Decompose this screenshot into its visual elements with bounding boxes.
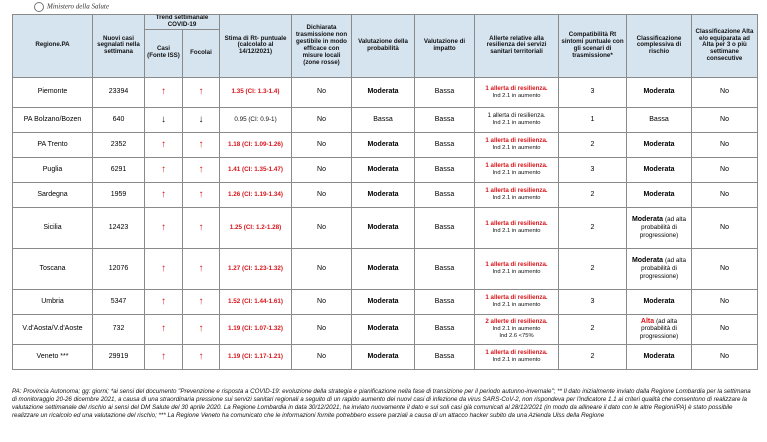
cell-high3: No [692, 314, 758, 344]
cell-alerts [475, 289, 559, 314]
cell-trend-outbreaks [183, 157, 220, 182]
classification-note: (ad alta probabilità di progressione) [639, 317, 679, 341]
cell-impact: Bassa [415, 289, 475, 314]
alert-detail: Ind 2.1 in aumento [492, 170, 541, 177]
cell-impact: Bassa [415, 314, 475, 344]
cell-trend-outbreaks [183, 289, 220, 314]
cell-new-cases: 2352 [93, 132, 145, 157]
col-new-cases: Nuovi casi segnalati nella settimana [93, 15, 145, 78]
probability-value: Bassa [373, 115, 393, 123]
footnote: PA: Provincia Autonoma; gg: giorni; *ai sensi del documento "Prevenzione e risposta a COVID-19: evoluzione della strategia e pianificazione nella fase di transizione per il periodo autunno-invernale"; ** Il dato inizialmente inviato dalla Regione Lombardia per la settimana di monitoraggio 20-26 dicembre 2021, a causa di una straordinaria pressione sui servizi sanitari regionali a seguito di un rapido aumento dei nuovi casi di infezione da virus SARS-CoV-2, non rispondeva per l'indicatore 1.1 ai criteri qualità che consentono di realizzare la valutazione settimanale del rischio ai sensi del DM Salute del 30 aprile 2020. La Regione Lombardia in data 30/12/2021, ha inviato nuovamente il dato e sui soli casi già comunicati al 28/12/2021 (in modo da allineare il dato con le altre Regioni/PA) è stato possibile realizzare un ricalcolo ed una valutazione del rischio; *** La Regione Veneto ha comunicato che le informazioni fornite potrebbero essere parziali a causa di un attacco hacker subito da una Azienda Ulss della Regione [12, 388, 751, 420]
table-row [13, 107, 758, 132]
cell-new-cases: 640 [93, 107, 145, 132]
alert-count: 2 allerte di resilienza. [485, 318, 548, 326]
cell-trend-cases [145, 107, 183, 132]
cell-impact: Bassa [415, 77, 475, 107]
col-classification: Classificazione complessiva di rischio [627, 15, 692, 78]
cell-classification [627, 344, 692, 369]
cell-region: PA Trento [13, 132, 93, 157]
arrow-up-icon: ↑ [161, 323, 166, 335]
probability-value: Moderata [367, 223, 399, 231]
probability-value: Moderata [367, 165, 399, 173]
cell-rt [220, 314, 292, 344]
rt-value: 1.19 (CI: 1.07-1.32) [228, 325, 283, 333]
cell-high3: No [692, 107, 758, 132]
rt-value: 1.41 (CI: 1.35-1.47) [228, 165, 283, 173]
classification-value: Moderata [643, 190, 675, 198]
alert-count: 1 allerta di resilienza. [485, 294, 548, 302]
arrow-up-icon: ↑ [198, 163, 204, 175]
cell-trend-cases [145, 77, 183, 107]
cell-region: Sardegna [13, 182, 93, 207]
cell-rt [220, 132, 292, 157]
cell-trend-outbreaks [183, 77, 220, 107]
alert-count: 1 allerta di resilienza. [485, 220, 548, 228]
cell-high3: No [692, 157, 758, 182]
table-row [13, 344, 758, 369]
arrow-up-icon: ↑ [161, 86, 166, 98]
cell-alerts [475, 182, 559, 207]
table-row [13, 157, 758, 182]
col-impact: Valutazione di impatto [415, 15, 475, 78]
cell-compat: 2 [559, 248, 627, 289]
alert-detail: Ind 2.1 in aumento [492, 302, 541, 309]
cell-compat: 2 [559, 132, 627, 157]
arrow-up-icon: ↑ [161, 221, 166, 233]
cell-declared: No [292, 248, 352, 289]
rt-value: 1.19 (CI: 1.17-1.21) [228, 352, 283, 360]
arrow-up-icon: ↑ [198, 262, 204, 274]
cell-trend-cases [145, 157, 183, 182]
classification-value: Moderata [631, 216, 664, 224]
col-trend-outbreaks: Focolai [183, 29, 220, 77]
cell-compat: 3 [559, 77, 627, 107]
cell-region: Toscana [13, 248, 93, 289]
cell-alerts [475, 344, 559, 369]
col-region: Regione.PA [13, 15, 93, 78]
probability-value: Moderata [367, 190, 399, 198]
cell-new-cases: 5347 [93, 289, 145, 314]
arrow-up-icon: ↑ [198, 295, 204, 307]
emblem-icon [34, 2, 44, 12]
alert-detail: Ind 2.1 in aumento [492, 326, 541, 333]
classification-value: Moderata [643, 352, 675, 360]
cell-high3: No [692, 207, 758, 248]
cell-trend-cases [145, 344, 183, 369]
alert-detail: Ind 2.1 in aumento [492, 269, 541, 276]
probability-value: Moderata [367, 264, 399, 272]
cell-trend-outbreaks [183, 344, 220, 369]
cell-region: Piemonte [13, 77, 93, 107]
classification-value: Bassa [649, 115, 669, 123]
classification-value: Moderata [643, 88, 675, 96]
cell-declared: No [292, 314, 352, 344]
classification-value: Alta [640, 317, 655, 325]
alert-count: 1 allerta di resilienza. [485, 349, 548, 357]
arrow-up-icon: ↑ [198, 138, 204, 150]
alert-count: 1 allerta di resilienza. [485, 187, 548, 195]
cell-high3: No [692, 289, 758, 314]
alert-count: 1 allerta di resilienza. [485, 84, 548, 92]
col-probability: Valutazione della probabilità [352, 15, 415, 78]
cell-alerts [475, 77, 559, 107]
cell-trend-outbreaks [183, 207, 220, 248]
cell-compat: 3 [559, 157, 627, 182]
table-row [13, 314, 758, 344]
arrow-up-icon: ↑ [161, 163, 166, 175]
cell-trend-outbreaks [183, 107, 220, 132]
cell-classification [627, 157, 692, 182]
cell-new-cases: 6291 [93, 157, 145, 182]
cell-declared: No [292, 77, 352, 107]
cell-high3: No [692, 182, 758, 207]
cell-alerts [475, 314, 559, 344]
cell-trend-cases [145, 207, 183, 248]
arrow-up-icon: ↑ [198, 221, 204, 233]
cell-impact: Bassa [415, 207, 475, 248]
alert-count: 1 allerta di resilienza. [485, 137, 548, 145]
cell-region: Sicilia [13, 207, 93, 248]
cell-probability [352, 107, 415, 132]
cell-new-cases: 732 [93, 314, 145, 344]
alert-detail: Ind 2.1 in aumento [492, 92, 541, 99]
cell-compat: 2 [559, 207, 627, 248]
cell-probability [352, 182, 415, 207]
rt-value: 1.35 (CI: 1.3-1.4) [231, 88, 280, 96]
cell-probability [352, 207, 415, 248]
cell-region: V.d'Aosta/V.d'Aoste [13, 314, 93, 344]
cell-trend-outbreaks [183, 248, 220, 289]
cell-impact: Bassa [415, 107, 475, 132]
cell-trend-cases [145, 182, 183, 207]
arrow-up-icon: ↑ [198, 86, 204, 98]
cell-classification [627, 107, 692, 132]
cell-new-cases: 12423 [93, 207, 145, 248]
cell-rt [220, 107, 292, 132]
cell-impact: Bassa [415, 248, 475, 289]
cell-rt [220, 289, 292, 314]
arrow-down-icon: ↓ [198, 113, 204, 125]
alert-detail: Ind 2.1 in aumento [492, 228, 541, 235]
cell-alerts [475, 248, 559, 289]
arrow-down-icon: ↓ [161, 113, 166, 125]
cell-region: Puglia [13, 157, 93, 182]
cell-probability [352, 344, 415, 369]
probability-value: Moderata [367, 325, 399, 333]
table-row [13, 182, 758, 207]
cell-classification [627, 289, 692, 314]
probability-value: Moderata [367, 352, 399, 360]
cell-probability [352, 289, 415, 314]
arrow-up-icon: ↑ [161, 138, 166, 150]
probability-value: Moderata [367, 297, 399, 305]
alert-detail: Ind 2.1 in aumento [492, 120, 541, 127]
cell-new-cases: 12076 [93, 248, 145, 289]
rt-value: 1.26 (CI: 1.19-1.34) [228, 190, 283, 198]
cell-rt [220, 344, 292, 369]
col-high3: Classificazione Alta e/o equiparata ad Alta per 3 o più settimane consecutive [692, 15, 758, 78]
classification-note: (ad alta probabilità di progressione) [639, 257, 687, 280]
cell-impact: Bassa [415, 344, 475, 369]
cell-probability [352, 314, 415, 344]
rt-value: 1.27 (CI: 1.23-1.32) [228, 264, 283, 272]
alert-count: 1 allerta di resilienza. [487, 112, 546, 120]
cell-compat: 2 [559, 344, 627, 369]
rt-value: 1.25 (CI: 1.2-1.28) [229, 223, 282, 231]
cell-region: Veneto *** [13, 344, 93, 369]
table-row [13, 77, 758, 107]
probability-value: Moderata [367, 88, 399, 96]
cell-region: PA Bolzano/Bozen [13, 107, 93, 132]
col-trend: Trend settimanale COVID-19 [145, 15, 220, 30]
cell-classification [627, 182, 692, 207]
table-row [13, 289, 758, 314]
cell-alerts [475, 107, 559, 132]
cell-declared: No [292, 132, 352, 157]
rt-value: 1.52 (CI: 1.44-1.61) [228, 297, 283, 305]
alert-count: 1 allerta di resilienza. [485, 162, 548, 170]
alert-detail: Ind 2.1 in aumento [492, 357, 541, 364]
cell-compat: 3 [559, 289, 627, 314]
cell-high3: No [692, 248, 758, 289]
arrow-up-icon: ↑ [161, 350, 166, 362]
rt-value: 1.18 (CI: 1.09-1.26) [228, 140, 283, 148]
cell-rt [220, 248, 292, 289]
table-row [13, 132, 758, 157]
alert-detail: Ind 2.1 in aumento [492, 145, 541, 152]
cell-classification [627, 248, 692, 289]
arrow-up-icon: ↑ [161, 262, 166, 274]
arrow-up-icon: ↑ [161, 188, 166, 200]
table-row [13, 207, 758, 248]
cell-region: Umbria [13, 289, 93, 314]
arrow-up-icon: ↑ [161, 295, 166, 307]
col-declared: Dichiarata trasmissione non gestibile in modo efficace con misure locali (zone rosse) [292, 15, 352, 78]
arrow-up-icon: ↑ [198, 323, 204, 335]
probability-value: Moderata [367, 140, 399, 148]
cell-probability [352, 132, 415, 157]
cell-probability [352, 77, 415, 107]
table-body [13, 77, 758, 369]
arrow-up-icon: ↑ [198, 188, 204, 200]
ministry-name: Ministero della Salute [47, 2, 109, 11]
cell-trend-outbreaks [183, 314, 220, 344]
col-rt: Stima di Rt- puntuale (calcolato al 14/12/2021) [220, 15, 292, 78]
cell-high3: No [692, 132, 758, 157]
cell-high3: No [692, 77, 758, 107]
cell-probability [352, 157, 415, 182]
classification-value: Moderata [643, 297, 675, 305]
cell-classification [627, 132, 692, 157]
arrow-up-icon: ↑ [198, 350, 204, 362]
cell-rt [220, 77, 292, 107]
cell-declared: No [292, 344, 352, 369]
classification-value: Moderata [631, 257, 664, 265]
col-alerts: Allerte relative alla resilienza dei servizi sanitari territoriali [475, 15, 559, 78]
cell-new-cases: 1959 [93, 182, 145, 207]
cell-classification [627, 207, 692, 248]
alert-detail: Ind 2.1 in aumento [492, 195, 541, 202]
rt-value: 0.95 (CI: 0.9-1) [234, 115, 277, 123]
table-row [13, 248, 758, 289]
cell-declared: No [292, 107, 352, 132]
cell-compat: 2 [559, 314, 627, 344]
cell-compat: 2 [559, 182, 627, 207]
classification-value: Moderata [643, 165, 675, 173]
cell-new-cases: 29919 [93, 344, 145, 369]
cell-alerts [475, 132, 559, 157]
cell-trend-cases [145, 248, 183, 289]
cell-alerts [475, 157, 559, 182]
cell-rt [220, 157, 292, 182]
classification-value: Moderata [643, 140, 675, 148]
col-compat: Compatibilità Rt sintomi puntuale con gli scenari di trasmissione* [559, 15, 627, 78]
cell-trend-cases [145, 132, 183, 157]
cell-impact: Bassa [415, 132, 475, 157]
cell-declared: No [292, 289, 352, 314]
cell-high3: No [692, 344, 758, 369]
cell-rt [220, 182, 292, 207]
classification-note: (ad alta probabilità di progressione) [639, 216, 687, 239]
cell-impact: Bassa [415, 182, 475, 207]
cell-declared: No [292, 157, 352, 182]
cell-classification [627, 314, 692, 344]
cell-trend-cases [145, 289, 183, 314]
cell-compat: 1 [559, 107, 627, 132]
col-trend-cases: Casi (Fonte ISS) [145, 29, 183, 77]
cell-rt [220, 207, 292, 248]
risk-table [12, 14, 758, 370]
cell-declared: No [292, 182, 352, 207]
cell-classification [627, 77, 692, 107]
cell-probability [352, 248, 415, 289]
cell-alerts [475, 207, 559, 248]
ministry-header [34, 2, 109, 12]
cell-trend-cases [145, 314, 183, 344]
cell-trend-outbreaks [183, 132, 220, 157]
cell-impact: Bassa [415, 157, 475, 182]
cell-new-cases: 23394 [93, 77, 145, 107]
alert-count: 1 allerta di resilienza. [485, 261, 548, 269]
cell-declared: No [292, 207, 352, 248]
alert-detail-2: Ind 2.6 <75% [499, 332, 534, 339]
cell-trend-outbreaks [183, 182, 220, 207]
